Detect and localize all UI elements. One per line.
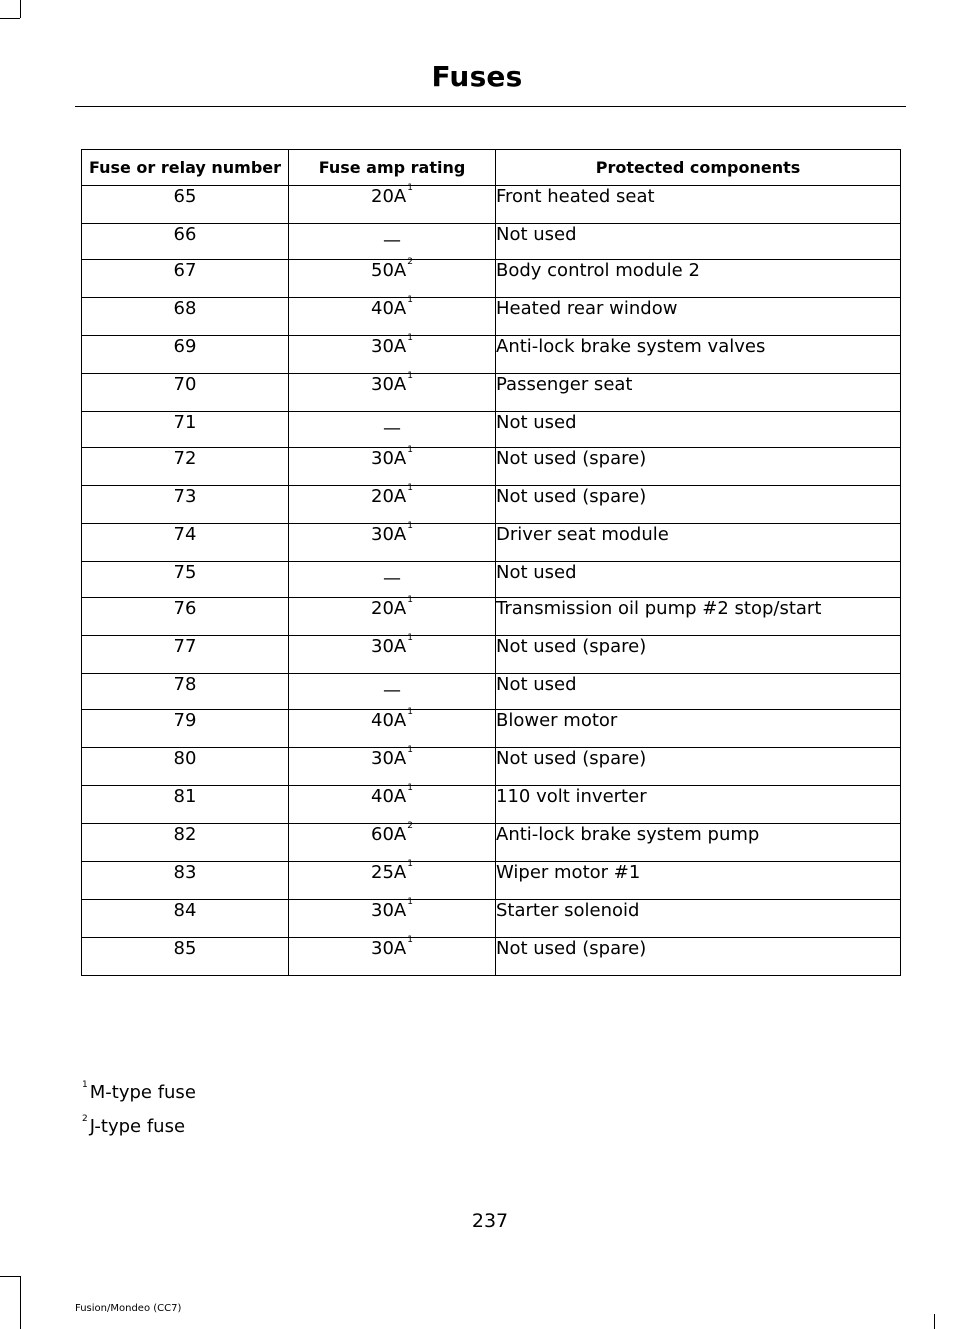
crop-mark xyxy=(0,18,20,19)
column-header-number: Fuse or relay number xyxy=(82,150,289,186)
table-row xyxy=(82,862,901,900)
crop-mark xyxy=(0,1276,20,1277)
table-row xyxy=(82,524,901,562)
protected-component-cell: Body control module 2 xyxy=(496,260,901,298)
crop-mark xyxy=(934,1314,935,1329)
amp-rating-cell xyxy=(289,445,496,486)
protected-component-cell: Not used xyxy=(496,674,901,710)
table-row xyxy=(82,298,901,336)
fuse-number-cell: 84 xyxy=(82,900,289,938)
amp-rating-value: 20A xyxy=(371,186,407,207)
footnote-ref: 1 xyxy=(407,521,413,531)
footnote-mark: 2 xyxy=(82,1114,88,1124)
amp-rating-value: 20A xyxy=(371,486,407,507)
protected-component-cell: Not used xyxy=(496,562,901,598)
amp-rating-value: — xyxy=(383,230,401,251)
amp-rating-value: 40A xyxy=(371,298,407,319)
amp-rating-value: — xyxy=(383,680,401,701)
amp-rating-value: 30A xyxy=(371,374,407,395)
table-row xyxy=(82,900,901,938)
amp-rating-value: 60A xyxy=(371,824,407,845)
table-row xyxy=(82,260,901,298)
footnote-text: J-type fuse xyxy=(89,1116,186,1137)
amp-rating-value: 30A xyxy=(371,938,407,959)
fuse-number-cell: 73 xyxy=(82,486,289,524)
fuse-number-cell: 83 xyxy=(82,862,289,900)
table-row xyxy=(82,486,901,524)
protected-component-cell: Transmission oil pump #2 stop/start xyxy=(496,598,901,636)
table-row xyxy=(82,374,901,412)
fuse-table xyxy=(81,149,901,976)
fuse-number-cell: 70 xyxy=(82,374,289,412)
amp-rating-cell xyxy=(289,633,496,674)
footnote-ref: 1 xyxy=(407,445,413,455)
amp-rating-cell xyxy=(289,897,496,938)
protected-component-cell: Anti-lock brake system pump xyxy=(496,824,901,862)
protected-component-cell: Wiper motor #1 xyxy=(496,862,901,900)
footnote-ref: 1 xyxy=(407,595,413,605)
fuse-number-cell: 68 xyxy=(82,298,289,336)
amp-rating-cell xyxy=(289,745,496,786)
amp-rating-value: 30A xyxy=(371,448,407,469)
fuse-number-cell: 82 xyxy=(82,824,289,862)
amp-rating-value: 30A xyxy=(371,900,407,921)
protected-component-cell: Not used (spare) xyxy=(496,636,901,674)
footnote-ref: 1 xyxy=(407,707,413,717)
fuse-number-cell: 77 xyxy=(82,636,289,674)
fuse-number-cell: 71 xyxy=(82,412,289,448)
footnote-ref: 1 xyxy=(407,935,413,945)
amp-rating-value: 30A xyxy=(371,524,407,545)
protected-component-cell: Passenger seat xyxy=(496,374,901,412)
amp-rating-cell xyxy=(289,483,496,524)
protected-component-cell: Not used (spare) xyxy=(496,448,901,486)
fuse-number-cell: 76 xyxy=(82,598,289,636)
table-row xyxy=(82,748,901,786)
amp-rating-value: 50A xyxy=(371,260,407,281)
table-row xyxy=(82,336,901,374)
fuse-number-cell: 75 xyxy=(82,562,289,598)
amp-rating-cell xyxy=(289,935,496,976)
amp-rating-cell xyxy=(289,674,496,710)
column-header-component: Protected components xyxy=(496,150,901,186)
amp-rating-cell xyxy=(289,257,496,298)
protected-component-cell: Not used xyxy=(496,412,901,448)
fuse-number-cell: 79 xyxy=(82,710,289,748)
footnote-ref: 1 xyxy=(407,371,413,381)
fuse-number-cell: 85 xyxy=(82,938,289,976)
footnote-ref: 2 xyxy=(407,821,413,831)
amp-rating-value: 30A xyxy=(371,748,407,769)
amp-rating-value: 40A xyxy=(371,710,407,731)
fuse-number-cell: 80 xyxy=(82,748,289,786)
amp-rating-value: 30A xyxy=(371,636,407,657)
footnote-text: M-type fuse xyxy=(89,1082,196,1103)
amp-rating-cell xyxy=(289,821,496,862)
footnote-ref: 1 xyxy=(407,745,413,755)
amp-rating-value: 30A xyxy=(371,336,407,357)
footnote-ref: 1 xyxy=(407,859,413,869)
footnote-ref: 1 xyxy=(407,333,413,343)
footnote-ref: 1 xyxy=(407,483,413,493)
table-row xyxy=(82,710,901,748)
table-header-row xyxy=(82,150,901,186)
protected-component-cell: 110 volt inverter xyxy=(496,786,901,824)
amp-rating-cell xyxy=(289,562,496,598)
table-row xyxy=(82,786,901,824)
crop-mark xyxy=(20,1276,21,1329)
amp-rating-value: 40A xyxy=(371,786,407,807)
footnote xyxy=(81,1116,185,1137)
amp-rating-value: 20A xyxy=(371,598,407,619)
protected-component-cell: Not used (spare) xyxy=(496,938,901,976)
amp-rating-value: — xyxy=(383,568,401,589)
table-row xyxy=(82,824,901,862)
amp-rating-cell xyxy=(289,707,496,748)
protected-component-cell: Front heated seat xyxy=(496,186,901,224)
page-number: 237 xyxy=(471,1210,509,1232)
fuse-table-body xyxy=(82,183,901,976)
footnote-ref: 1 xyxy=(407,295,413,305)
table-row xyxy=(82,674,901,710)
table-row xyxy=(82,598,901,636)
model-footer: Fusion/Mondeo (CC7) xyxy=(75,1303,182,1314)
fuse-number-cell: 81 xyxy=(82,786,289,824)
table-row xyxy=(82,186,901,224)
title-rule xyxy=(75,106,906,107)
fuse-number-cell: 78 xyxy=(82,674,289,710)
table-row xyxy=(82,224,901,260)
table-row xyxy=(82,412,901,448)
fuse-number-cell: 74 xyxy=(82,524,289,562)
table-row xyxy=(82,636,901,674)
amp-rating-cell xyxy=(289,224,496,260)
amp-rating-cell xyxy=(289,183,496,224)
footnote xyxy=(81,1082,196,1103)
protected-component-cell: Starter solenoid xyxy=(496,900,901,938)
fuse-number-cell: 72 xyxy=(82,448,289,486)
amp-rating-cell xyxy=(289,521,496,562)
protected-component-cell: Not used (spare) xyxy=(496,486,901,524)
amp-rating-value: 25A xyxy=(371,862,407,883)
amp-rating-value: — xyxy=(383,418,401,439)
protected-component-cell: Not used (spare) xyxy=(496,748,901,786)
footnote-mark: 1 xyxy=(82,1080,88,1090)
table-row xyxy=(82,938,901,976)
protected-component-cell: Not used xyxy=(496,224,901,260)
column-header-amp: Fuse amp rating xyxy=(289,150,496,186)
crop-mark xyxy=(20,0,21,18)
amp-rating-cell xyxy=(289,859,496,900)
fuse-number-cell: 66 xyxy=(82,224,289,260)
amp-rating-cell xyxy=(289,371,496,412)
fuse-number-cell: 67 xyxy=(82,260,289,298)
protected-component-cell: Blower motor xyxy=(496,710,901,748)
amp-rating-cell xyxy=(289,412,496,448)
footnote-ref: 1 xyxy=(407,183,413,193)
fuse-number-cell: 69 xyxy=(82,336,289,374)
amp-rating-cell xyxy=(289,783,496,824)
fuse-number-cell: 65 xyxy=(82,186,289,224)
table-row xyxy=(82,448,901,486)
amp-rating-cell xyxy=(289,333,496,374)
footnote-ref: 2 xyxy=(407,257,413,267)
amp-rating-cell xyxy=(289,295,496,336)
table-row xyxy=(82,562,901,598)
footnote-ref: 1 xyxy=(407,897,413,907)
amp-rating-cell xyxy=(289,595,496,636)
protected-component-cell: Anti-lock brake system valves xyxy=(496,336,901,374)
page-title: Fuses xyxy=(431,60,523,93)
protected-component-cell: Heated rear window xyxy=(496,298,901,336)
footnote-ref: 1 xyxy=(407,783,413,793)
footnote-ref: 1 xyxy=(407,633,413,643)
protected-component-cell: Driver seat module xyxy=(496,524,901,562)
